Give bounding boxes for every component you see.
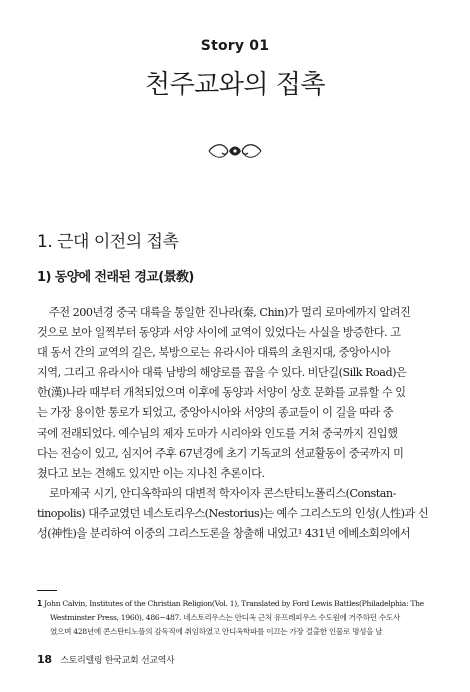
chapter-title: 천주교와의 접촉 xyxy=(144,70,326,100)
footnote xyxy=(37,597,435,639)
footnote-number: 1 xyxy=(37,599,42,608)
running-title: 스토리텔링 한국교회 선교역사 xyxy=(60,656,175,666)
section-heading: 1. 근대 이전의 접촉 xyxy=(37,232,179,252)
footnote-line: 였으며 428년에 콘스탄티노플의 감독직에 취임하였고 안디옥학파를 이끄는 가장 걸출한 인물로 명성을 날 xyxy=(50,627,383,636)
body-line: 주전 200년경 중국 대륙을 통일한 진나라(秦, Chin)가 멀리 로마에까지 알려진 xyxy=(49,306,411,319)
story-label: Story 01 xyxy=(200,38,270,54)
body-line: tinopolis) 대주교였던 네스토리우스(Nestorius)는 예수 그리스도의 인성(人性)과 신 xyxy=(37,506,429,520)
body-line: 로마제국 시기, 안디옥학파의 대변적 학자이자 콘스탄티노폴리스(Constan- xyxy=(49,486,396,500)
body-line: 대 동서 간의 교역의 길은, 북방으로는 유라시아 대륙의 초원지대, 중앙아시아 xyxy=(37,346,391,360)
body-line: 다는 전승이 있고, 심지어 주후 67년경에 초기 기독교의 선교활동이 중국까지 미 xyxy=(37,446,404,460)
body-line: 성(神性)을 분리하여 이중의 그리스도론을 창출해 내었고¹ 431년 에베소회의에서 xyxy=(37,527,411,541)
footnote-line xyxy=(37,597,435,611)
footnote-line: Westminster Press, 1960), 486~487. 네스토리우스는 안디옥 근처 유프레피우스 수도원에 거주하던 수도사 xyxy=(50,613,400,622)
page-number: 18 xyxy=(37,653,52,666)
body-text xyxy=(37,303,435,544)
subsection-heading: 1) 동양에 전래된 경교(景敎) xyxy=(37,270,194,285)
body-line: 지역, 그리고 유라시아 대륙 남방의 해양로를 꼽을 수 있다. 비단길(Silk Road)은 xyxy=(37,366,407,380)
body-line: 는 가장 용이한 통로가 되었고, 중앙아시아와 서양의 종교들이 이 길을 따라 중 xyxy=(37,406,394,420)
body-line: 국에 전래되었다. 예수님의 제자 도마가 시리아와 인도를 거쳐 중국까지 진입했 xyxy=(37,426,398,440)
body-line: 것으로 보아 일찍부터 동양과 서양 사이에 교역이 있었다는 사실을 방증한다. 고 xyxy=(37,326,401,340)
page-footer xyxy=(37,653,175,666)
body-line: 쳤다고 보는 견해도 있지만 이는 지나친 추론이다. xyxy=(37,466,265,480)
footnote-text: John Calvin, Institutes of the Christian Religion(Vol. 1), Translated by Ford Lewis Battles(Philadelphia: The xyxy=(44,599,424,608)
ornamental-flourish-icon xyxy=(205,140,265,162)
body-line: 한(漢)나라 때부터 개척되었으며 이후에 동양과 서양이 상호 문화를 교류할 수 있 xyxy=(37,386,406,400)
footnote-divider xyxy=(37,590,57,591)
